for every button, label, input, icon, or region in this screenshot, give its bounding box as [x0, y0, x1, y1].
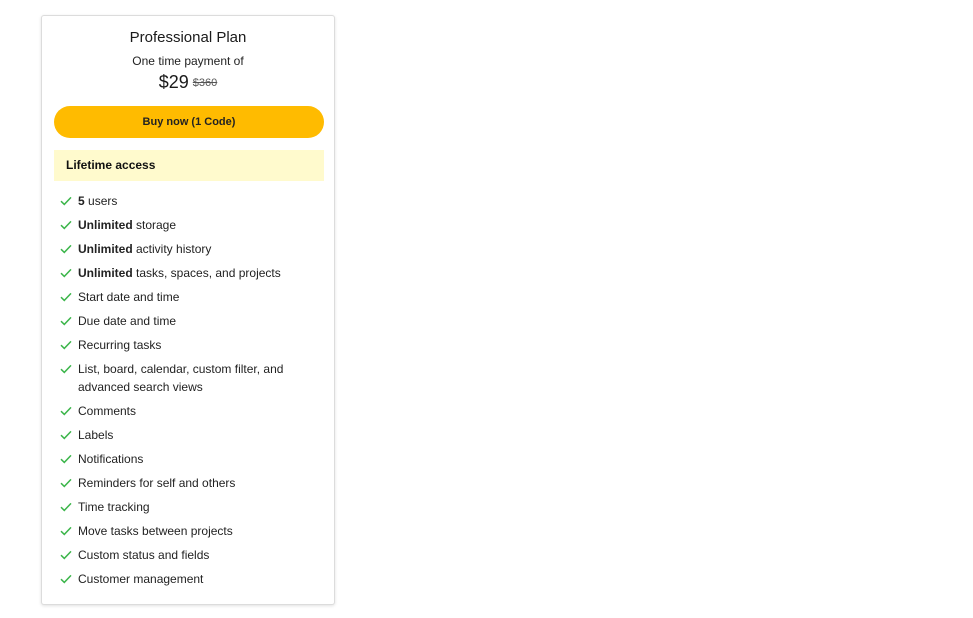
check-icon	[60, 268, 72, 278]
check-icon	[60, 292, 72, 302]
feature-item	[60, 450, 320, 468]
check-icon	[60, 196, 72, 206]
feature-item	[60, 264, 320, 282]
feature-bold: Unlimited	[78, 266, 133, 280]
feature-bold: Unlimited	[78, 242, 133, 256]
check-icon	[60, 502, 72, 512]
feature-text: Customer management	[78, 572, 204, 586]
feature-text: Custom status and fields	[78, 548, 210, 562]
feature-list	[60, 192, 320, 594]
feature-text: Start date and time	[78, 290, 180, 304]
check-icon	[60, 316, 72, 326]
feature-text: users	[84, 194, 118, 208]
check-icon	[60, 574, 72, 584]
payment-label: One time payment of	[132, 54, 244, 68]
plan-title: Professional Plan	[129, 29, 247, 46]
feature-item	[60, 570, 320, 588]
feature-item	[60, 498, 320, 516]
original-price: $360	[192, 76, 218, 89]
feature-text: Move tasks between projects	[78, 524, 233, 538]
check-icon	[60, 526, 72, 536]
check-icon	[60, 244, 72, 254]
check-icon	[60, 340, 72, 350]
check-icon	[60, 478, 72, 488]
feature-item	[60, 216, 320, 234]
buy-now-button[interactable]: Buy now (1 Code)	[54, 106, 324, 138]
feature-bold: 5	[78, 194, 85, 208]
feature-text: Reminders for self and others	[78, 476, 236, 490]
feature-text: Notifications	[78, 452, 144, 466]
feature-item	[60, 288, 320, 306]
feature-item	[60, 312, 320, 330]
feature-item	[60, 546, 320, 564]
feature-text: activity history	[132, 242, 212, 256]
feature-text: Labels	[78, 428, 114, 442]
lifetime-access-banner: Lifetime access	[54, 150, 324, 181]
feature-item	[60, 522, 320, 540]
feature-text: Due date and time	[78, 314, 177, 328]
feature-text: Comments	[78, 404, 137, 418]
feature-item	[60, 426, 320, 444]
check-icon	[60, 364, 72, 374]
feature-item	[60, 240, 320, 258]
price-row	[42, 72, 334, 93]
pricing-card	[41, 15, 335, 605]
check-icon	[60, 430, 72, 440]
feature-item	[60, 360, 320, 396]
feature-text: Time tracking	[78, 500, 150, 514]
feature-item	[60, 402, 320, 420]
feature-bold: Unlimited	[78, 218, 133, 232]
feature-text: storage	[132, 218, 177, 232]
check-icon	[60, 550, 72, 560]
current-price: $29	[158, 72, 189, 92]
feature-item	[60, 474, 320, 492]
feature-text: Recurring tasks	[78, 338, 162, 352]
check-icon	[60, 454, 72, 464]
feature-item	[60, 192, 320, 210]
check-icon	[60, 220, 72, 230]
feature-text: tasks, spaces, and projects	[132, 266, 281, 280]
feature-text: List, board, calendar, custom filter, and advanced search views	[78, 362, 284, 394]
check-icon	[60, 406, 72, 416]
feature-item	[60, 336, 320, 354]
